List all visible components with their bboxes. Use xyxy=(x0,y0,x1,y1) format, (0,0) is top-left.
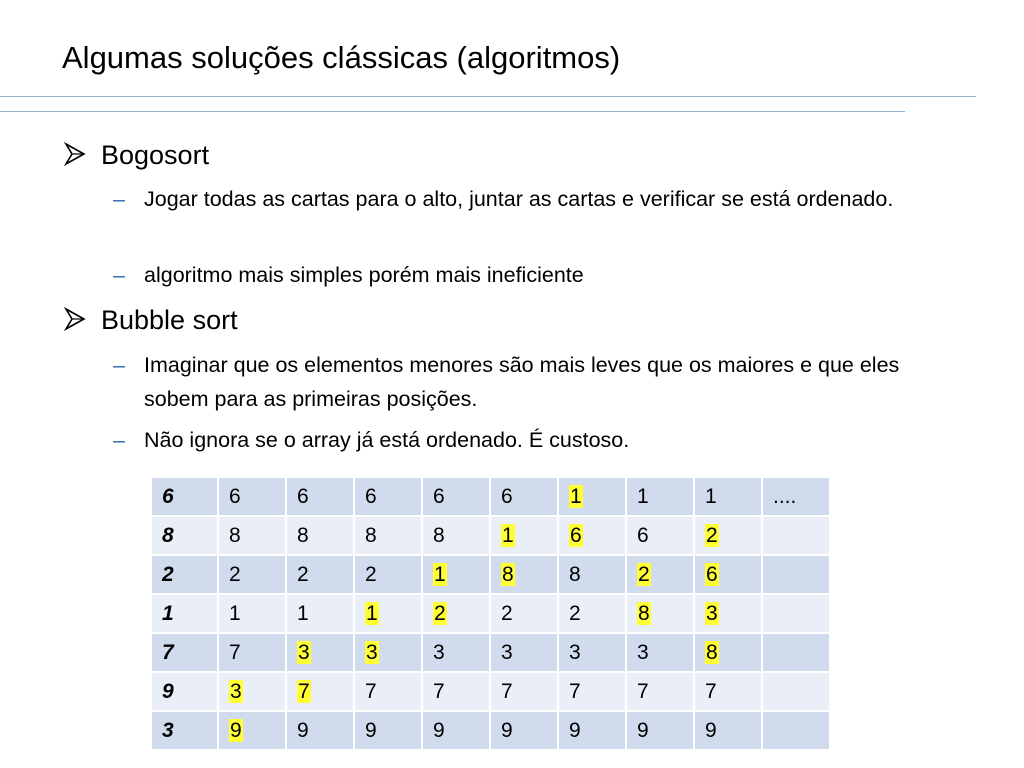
table-cell xyxy=(626,516,694,555)
dash-icon: – xyxy=(113,428,125,452)
highlighted-value: 1 xyxy=(570,484,582,508)
cell-value: 9 xyxy=(433,718,445,742)
highlighted-value: 3 xyxy=(706,601,718,625)
cell-value: 1 xyxy=(229,601,241,625)
table-cell xyxy=(558,594,626,633)
cell-value: 6 xyxy=(637,523,649,547)
cell-value: 3 xyxy=(433,640,445,664)
cell-value: 8 xyxy=(365,523,377,547)
cell-value: 8 xyxy=(433,523,445,547)
row-header-cell: 2 xyxy=(151,555,218,594)
table-row xyxy=(151,633,830,672)
table-cell xyxy=(626,633,694,672)
table-cell xyxy=(558,516,626,555)
table-cell xyxy=(218,672,286,711)
highlighted-value: 6 xyxy=(706,562,718,586)
table-cell xyxy=(558,633,626,672)
table-cell xyxy=(694,516,762,555)
bullet-heading: Bogosort xyxy=(101,140,210,170)
cell-value: 6 xyxy=(229,484,241,508)
highlighted-value: 3 xyxy=(366,640,378,664)
table-cell xyxy=(694,711,762,750)
bullet-heading: Bubble sort xyxy=(101,305,238,335)
cell-value: 2 xyxy=(229,562,241,586)
table-row xyxy=(151,516,830,555)
table-row xyxy=(151,711,830,750)
table-cell xyxy=(626,477,694,516)
table-cell xyxy=(422,555,490,594)
row-header-cell: 8 xyxy=(151,516,218,555)
header-rule-top xyxy=(0,96,976,97)
table-cell xyxy=(490,672,558,711)
table-row xyxy=(151,594,830,633)
table-row xyxy=(151,672,830,711)
dash-icon: – xyxy=(113,353,125,377)
highlighted-value: 2 xyxy=(434,601,446,625)
table-cell xyxy=(354,633,422,672)
cell-value: 2 xyxy=(501,601,513,625)
table-cell xyxy=(490,477,558,516)
cell-value: 8 xyxy=(297,523,309,547)
table-row xyxy=(151,555,830,594)
table-cell xyxy=(286,711,354,750)
highlighted-value: 8 xyxy=(502,562,514,586)
highlighted-value: 1 xyxy=(366,601,378,625)
table-cell xyxy=(558,555,626,594)
sub-bullet-text: algoritmo mais simples porém mais ineficiente xyxy=(144,263,584,287)
cell-value: 6 xyxy=(433,484,445,508)
table-cell xyxy=(218,633,286,672)
table-cell xyxy=(762,594,830,633)
table-cell xyxy=(762,516,830,555)
cell-value: 2 xyxy=(569,601,581,625)
table-cell xyxy=(286,516,354,555)
row-header-cell: 9 xyxy=(151,672,218,711)
table-cell xyxy=(286,477,354,516)
table-cell xyxy=(218,555,286,594)
cell-value: 1 xyxy=(637,484,649,508)
table-cell xyxy=(354,555,422,594)
table-cell xyxy=(558,711,626,750)
table-cell xyxy=(626,711,694,750)
cell-value: 3 xyxy=(637,640,649,664)
cell-value: 7 xyxy=(229,640,241,664)
table-cell xyxy=(422,633,490,672)
sub-bullet-text: Não ignora se o array já está ordenado. É custoso. xyxy=(144,428,630,452)
table-cell xyxy=(558,672,626,711)
cell-value: 9 xyxy=(501,718,513,742)
table-cell xyxy=(490,633,558,672)
highlighted-value: 7 xyxy=(298,679,310,703)
table-cell xyxy=(286,555,354,594)
table-cell xyxy=(490,516,558,555)
table-cell xyxy=(762,555,830,594)
arrow-right-icon xyxy=(63,307,87,331)
table-cell xyxy=(694,555,762,594)
table-cell xyxy=(286,594,354,633)
cell-value: 3 xyxy=(569,640,581,664)
table-cell xyxy=(626,594,694,633)
cell-value: 6 xyxy=(501,484,513,508)
table-cell xyxy=(354,477,422,516)
cell-value: .... xyxy=(773,484,797,508)
sub-bullet-text: Imaginar que os elementos menores são mais leves que os maiores e que eles sobem para as primeiras posições. xyxy=(144,353,900,411)
highlighted-value: 3 xyxy=(230,679,242,703)
cell-value: 1 xyxy=(705,484,717,508)
highlighted-value: 1 xyxy=(502,523,514,547)
table-cell xyxy=(422,711,490,750)
table-cell xyxy=(762,477,830,516)
table-cell xyxy=(626,672,694,711)
highlighted-value: 3 xyxy=(298,640,310,664)
cell-value: 8 xyxy=(229,523,241,547)
table-cell xyxy=(762,672,830,711)
bubble-sort-table xyxy=(150,476,831,751)
cell-value: 6 xyxy=(297,484,309,508)
arrow-right-icon xyxy=(63,142,87,166)
cell-value: 8 xyxy=(569,562,581,586)
cell-value: 7 xyxy=(365,679,377,703)
table-cell xyxy=(490,711,558,750)
cell-value: 7 xyxy=(433,679,445,703)
cell-value: 6 xyxy=(365,484,377,508)
table-cell xyxy=(218,516,286,555)
cell-value: 3 xyxy=(501,640,513,664)
table-cell xyxy=(558,477,626,516)
header-rule-bottom xyxy=(0,111,905,112)
row-header-cell: 3 xyxy=(151,711,218,750)
table-cell xyxy=(422,594,490,633)
table-cell xyxy=(762,711,830,750)
table-cell xyxy=(218,594,286,633)
cell-value: 7 xyxy=(637,679,649,703)
row-header-cell: 1 xyxy=(151,594,218,633)
cell-value: 9 xyxy=(297,718,309,742)
table-cell xyxy=(286,633,354,672)
slide-title: Algumas soluções clássicas (algoritmos) xyxy=(62,40,621,75)
table-cell xyxy=(694,477,762,516)
highlighted-value: 1 xyxy=(434,562,446,586)
table-cell xyxy=(422,672,490,711)
table-cell xyxy=(490,594,558,633)
highlighted-value: 8 xyxy=(638,601,650,625)
table-cell xyxy=(218,711,286,750)
cell-value: 7 xyxy=(569,679,581,703)
dash-icon: – xyxy=(113,263,125,287)
table-cell xyxy=(626,555,694,594)
table-cell xyxy=(354,516,422,555)
table-cell xyxy=(694,672,762,711)
table-cell xyxy=(490,555,558,594)
table-cell xyxy=(354,594,422,633)
cell-value: 2 xyxy=(297,562,309,586)
row-header-cell: 7 xyxy=(151,633,218,672)
table-cell xyxy=(422,516,490,555)
table-cell xyxy=(354,672,422,711)
table-row xyxy=(151,477,830,516)
highlighted-value: 6 xyxy=(570,523,582,547)
table-cell xyxy=(354,711,422,750)
highlighted-value: 2 xyxy=(706,523,718,547)
table-cell xyxy=(694,594,762,633)
table-cell xyxy=(422,477,490,516)
cell-value: 9 xyxy=(365,718,377,742)
table-cell xyxy=(762,633,830,672)
cell-value: 9 xyxy=(569,718,581,742)
cell-value: 9 xyxy=(705,718,717,742)
highlighted-value: 9 xyxy=(230,718,242,742)
table-cell xyxy=(286,672,354,711)
table-cell xyxy=(694,633,762,672)
highlighted-value: 2 xyxy=(638,562,650,586)
cell-value: 7 xyxy=(705,679,717,703)
cell-value: 2 xyxy=(365,562,377,586)
cell-value: 7 xyxy=(501,679,513,703)
row-header-cell: 6 xyxy=(151,477,218,516)
table-cell xyxy=(218,477,286,516)
cell-value: 1 xyxy=(297,601,309,625)
sub-bullet-text: Jogar todas as cartas para o alto, juntar as cartas e verificar se está ordenado. xyxy=(144,187,894,211)
cell-value: 9 xyxy=(637,718,649,742)
dash-icon: – xyxy=(113,187,125,211)
highlighted-value: 8 xyxy=(706,640,718,664)
